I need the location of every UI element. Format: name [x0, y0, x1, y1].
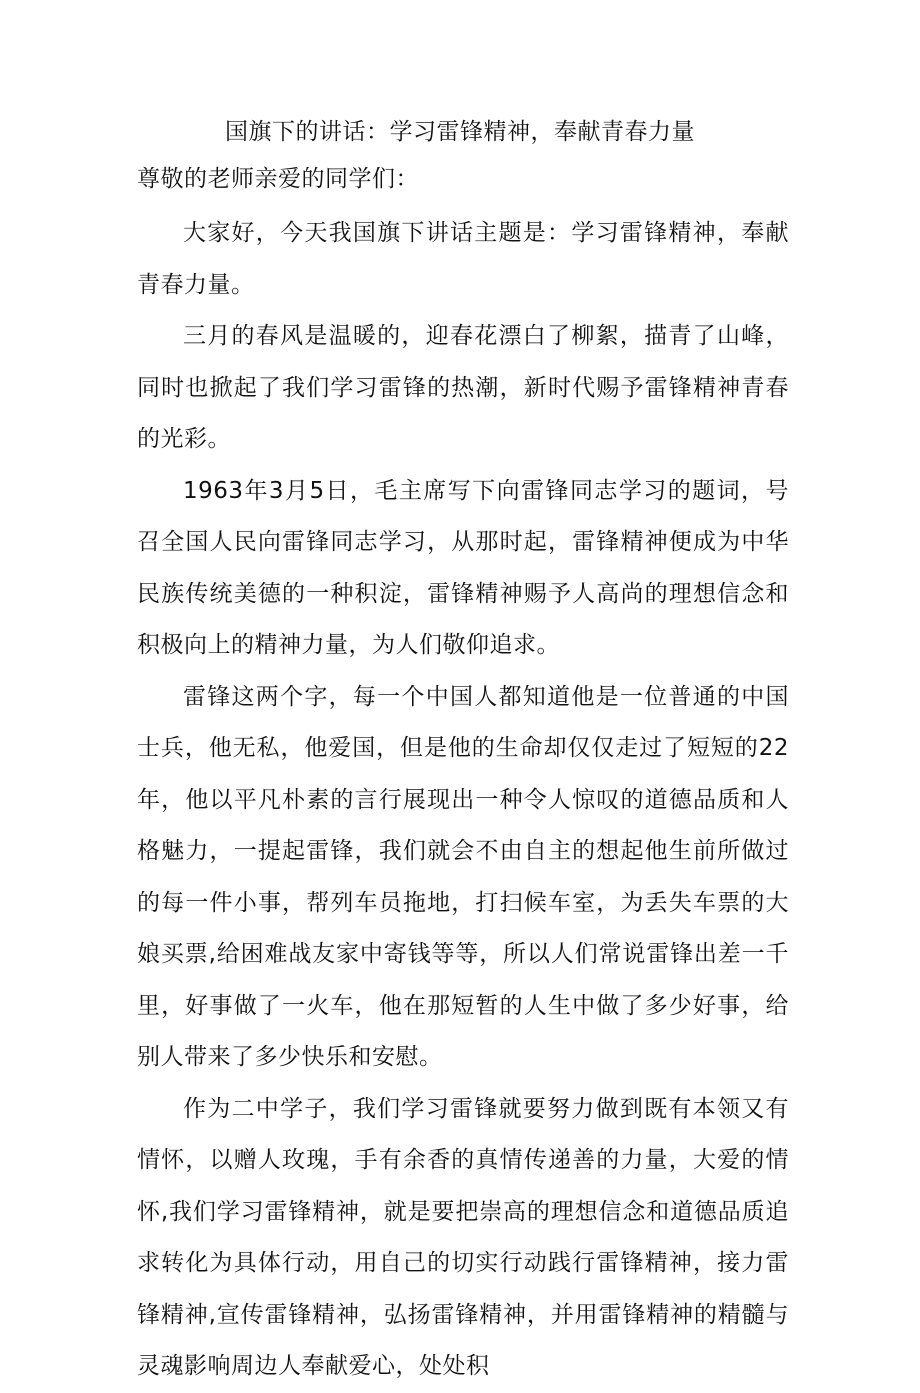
salutation: 尊敬的老师亲爱的同学们：: [137, 166, 419, 192]
document-title: 国旗下的讲话：学习雷锋精神，奉献青春力量: [225, 119, 695, 145]
paragraph-students: 作为二中学子，我们学习雷锋就要努力做到既有本领又有情怀，以赠人玫瑰，手有余香的真情传递善的力量，大爱的情怀,我们学习雷锋精神，就是要把崇高的理想信念和道德品质追求转化为具体行动，用自己的切实行动践行雷锋精神，接力雷锋精神,宣传雷锋精神，弘扬雷锋精神，并用雷锋精神的精髓与灵魂影响周边人奉献爱心，处处积: [137, 1095, 789, 1379]
document-body: [137, 208, 789, 1393]
paragraph-1963: 1963年3月5日，毛主席写下向雷锋同志学习的题词，号召全国人民向雷锋同志学习，从那时起，雷锋精神便成为中华民族传统美德的一种积淀，雷锋精神赐予人高尚的理想信念和积极向上的精神力量，为人们敬仰追求。: [137, 477, 789, 658]
paragraph-spring: 三月的春风是温暖的，迎春花漂白了柳絮，描青了山峰，同时也掀起了我们学习雷锋的热潮，新时代赐予雷锋精神青春的光彩。: [137, 323, 789, 452]
paragraph-lei-feng: 雷锋这两个字，每一个中国人都知道他是一位普通的中国士兵，他无私，他爱国，但是他的生命却仅仅走过了短短的22年，他以平凡朴素的言行展现出一种令人惊叹的道德品质和人格魅力，一提起雷锋，我们就会不由自主的想起他生前所做过的每一件小事，帮列车员拖地，打扫候车室，为丢失车票的大娘买票,给困难战友家中寄钱等等，所以人们常说雷锋出差一千里，好事做了一火车，他在那短暂的人生中做了多少好事，给别人带来了多少快乐和安慰。: [137, 683, 789, 1070]
paragraph-greeting: 大家好，今天我国旗下讲话主题是：学习雷锋精神，奉献青春力量。: [137, 220, 789, 298]
